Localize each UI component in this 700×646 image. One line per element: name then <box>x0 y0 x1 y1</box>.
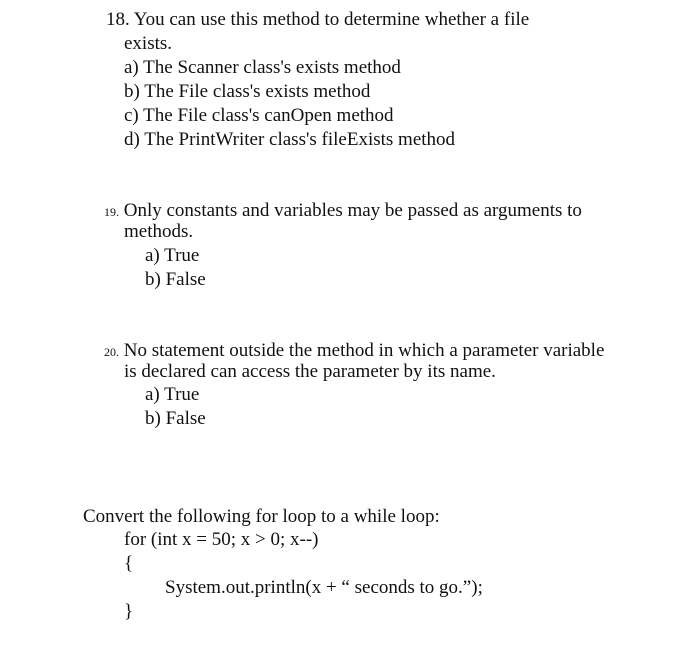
q18-option-b: b) The File class's exists method <box>124 81 371 102</box>
q19-text-line2: methods. <box>124 221 194 242</box>
q19-text-line1: Only constants and variables may be passed as arguments to <box>123 200 582 221</box>
q19-option-a: a) True <box>145 245 200 266</box>
q19-number: 19. <box>104 205 119 219</box>
code-line-close-brace: } <box>124 601 134 622</box>
q18-line1 <box>106 8 529 32</box>
q18-text-line1: You can use this method to determine whether a file <box>133 9 530 30</box>
q20-text-line2: is declared can access the parameter by its name. <box>124 361 496 382</box>
q20-option-a: a) True <box>145 384 200 405</box>
q20-option-b: b) False <box>145 408 206 429</box>
q19-option-b: b) False <box>145 269 206 290</box>
code-line-for: for (int x = 50; x > 0; x--) <box>124 529 319 550</box>
q20-number: 20. <box>104 345 119 359</box>
q20-text-line1: No statement outside the method in which a parameter variable <box>123 340 605 361</box>
code-line-open-brace: { <box>124 553 134 574</box>
q18-text-line2: exists. <box>124 33 173 54</box>
q18-option-c: c) The File class's canOpen method <box>124 105 394 126</box>
convert-prompt: Convert the following for loop to a while loop: <box>83 506 440 527</box>
code-line-println: System.out.println(x + “ seconds to go.”); <box>165 577 483 598</box>
q18-number: 18. <box>106 9 130 30</box>
q18-option-a: a) The Scanner class's exists method <box>124 57 401 78</box>
q18-option-d: d) The PrintWriter class's fileExists method <box>124 129 456 150</box>
